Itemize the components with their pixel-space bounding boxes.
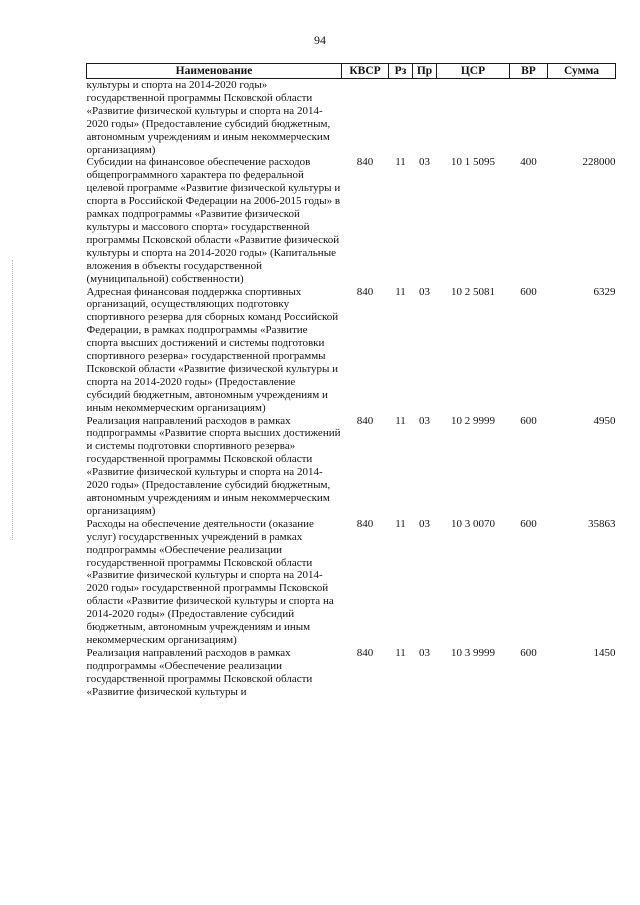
row-vr: 600 bbox=[520, 517, 537, 530]
row-pr: 03 bbox=[419, 646, 430, 659]
row-sum: 35863 bbox=[588, 517, 616, 530]
table-row bbox=[87, 79, 616, 157]
row-vr: 400 bbox=[520, 156, 537, 169]
row-vr: 600 bbox=[520, 285, 537, 298]
row-rz: 11 bbox=[395, 517, 406, 530]
row-pr: 03 bbox=[419, 156, 430, 169]
header-sum: Сумма bbox=[548, 64, 616, 79]
row-sum bbox=[548, 79, 616, 157]
row-name: культуры и спорта на 2014-2020 годы» государственной программы Псковской области «Развитие физической культуры и спорта на 2014-2020 годы» (Предоставление субсидий бюджетным, автономным учреждениям и иным некоммерческим организациям) bbox=[86, 79, 331, 156]
row-sum: 6329 bbox=[593, 285, 616, 298]
header-name: Наименование bbox=[87, 64, 342, 79]
row-sum: 4950 bbox=[593, 414, 616, 427]
row-sum: 228000 bbox=[582, 156, 616, 169]
row-name: Расходы на обеспечение деятельности (оказание услуг) государственных учреждений в рамках подпрограммы «Обеспечение реализации государственной программы Псковской области «Развитие физической культуры и спорта на 2014-2020 годы» государственной программы Псковской области «Развитие физической культуры и спорта на 2014-2020 годы» (Предоставление субсидий бюджетным, автономным учреждениям и иным некоммерческим организациям) bbox=[86, 517, 334, 646]
row-kvsr: 840 bbox=[356, 517, 374, 530]
row-csr bbox=[437, 79, 510, 157]
row-csr: 10 1 5095 bbox=[451, 156, 495, 169]
row-name: Реализация направлений расходов в рамках подпрограммы «Обеспечение реализации государственной программы Псковской области «Развитие физической культуры и bbox=[86, 646, 313, 698]
row-csr: 10 2 9999 bbox=[451, 414, 495, 427]
header-csr: ЦСР bbox=[437, 64, 510, 79]
row-kvsr bbox=[342, 79, 389, 157]
table-row bbox=[87, 518, 616, 647]
table-row bbox=[87, 156, 616, 285]
row-pr: 03 bbox=[419, 285, 430, 298]
table-row bbox=[87, 286, 616, 415]
row-kvsr: 840 bbox=[356, 156, 374, 169]
header-pr: Пр bbox=[413, 64, 437, 79]
row-rz: 11 bbox=[395, 285, 406, 298]
budget-table bbox=[86, 63, 616, 699]
row-sum: 1450 bbox=[593, 646, 616, 659]
scan-margin-artifact bbox=[12, 260, 14, 540]
row-csr: 10 2 5081 bbox=[451, 285, 495, 298]
row-name: Субсидии на финансовое обеспечение расходов общепрограммного характера по федеральной целевой программе «Развитие физической культуры и спорта в Российской Федерации на 2006-2015 годы» в рамках подпрограммы «Развитие физической культуры и массового спорта» государственной программы Псковской области «Развитие физической культуры и спорта на 2014-2020 годы» (Капитальные вложения в объекты государственной (муниципальной) собственности) bbox=[86, 156, 341, 285]
header-vr: ВР bbox=[510, 64, 548, 79]
row-kvsr: 840 bbox=[356, 285, 374, 298]
row-vr: 600 bbox=[520, 646, 537, 659]
page-number: 94 bbox=[314, 33, 326, 47]
row-kvsr: 840 bbox=[356, 646, 374, 659]
row-pr: 03 bbox=[419, 517, 430, 530]
row-csr: 10 3 0070 bbox=[451, 517, 495, 530]
row-pr bbox=[413, 79, 437, 157]
header-kvsr: КВСР bbox=[342, 64, 389, 79]
table-row bbox=[87, 647, 616, 699]
row-name: Реализация направлений расходов в рамках подпрограммы «Развитие спорта высших достижений и системы подготовки спортивного резерва» государственной программы Псковской области «Развитие физической культуры и спорта на 2014-2020 годы» (Предоставление субсидий бюджетным, автономным учреждениям и иным некоммерческим организациям) bbox=[86, 414, 341, 517]
row-rz: 11 bbox=[395, 414, 406, 427]
header-rz: Рз bbox=[389, 64, 413, 79]
row-csr: 10 3 9999 bbox=[451, 646, 495, 659]
table-row bbox=[87, 415, 616, 518]
row-vr bbox=[510, 79, 548, 157]
table-header-row bbox=[87, 64, 616, 79]
row-pr: 03 bbox=[419, 414, 430, 427]
row-vr: 600 bbox=[520, 414, 537, 427]
row-name: Адресная финансовая поддержка спортивных организаций, осуществляющих подготовку спортивного резерва для сборных команд Российской Федерации, в рамках подпрограммы «Развитие спорта высших достижений и системы подготовки спортивного резерва» государственной программы Псковской области «Развитие физической культуры и спорта на 2014-2020 годы» (Предоставление субсидий бюджетным, автономным учреждениям и иным некоммерческим организациям) bbox=[86, 285, 339, 414]
row-rz: 11 bbox=[395, 646, 406, 659]
row-rz: 11 bbox=[395, 156, 406, 169]
row-rz bbox=[389, 79, 413, 157]
row-kvsr: 840 bbox=[356, 414, 374, 427]
